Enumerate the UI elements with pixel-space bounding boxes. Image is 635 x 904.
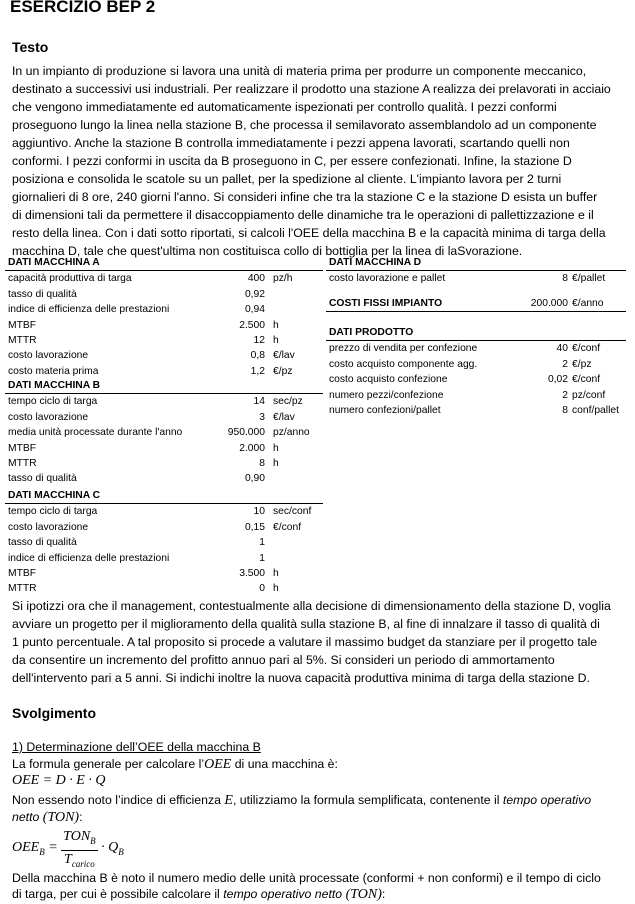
final-line-2: di targa, per cui è possibile calcolare il tempo operativo netto (TON): bbox=[12, 887, 386, 902]
testo-line: macchina D, tale che quest'ultima non costituisca collo di bottiglia per la linea di laSvorazione. bbox=[12, 244, 523, 258]
efficiency-line-1: Non essendo noto l’indice di efficienza E, utilizziamo la formula semplificata, contenente il tempo operativo bbox=[12, 793, 592, 808]
machine-d-header: DATI MACCHINA D bbox=[326, 255, 626, 271]
extra-line: Si ipotizzi ora che il management, contestualmente alla decisione di dimensionamento della stazione D, voglia bbox=[12, 599, 611, 613]
testo-heading: Testo bbox=[12, 39, 49, 55]
formula-oee-b: $OEE_B$ = $\frac{TON_B}{T_{carico}}$ · $Q_B$ bbox=[12, 828, 124, 873]
efficiency-line-2: netto (TON): bbox=[12, 810, 83, 825]
table-row: costo lavorazione e pallet 8 €/pallet bbox=[329, 273, 606, 285]
machine-c-header: DATI MACCHINA C bbox=[5, 488, 323, 504]
product-header: DATI PRODOTTO bbox=[326, 325, 626, 341]
testo-line: proseguono lungo la linea nella stazione B, che processa il semilavorato assemblandolo ad un componente bbox=[12, 118, 597, 132]
table-row: tempo ciclo di targa 10 sec/conf bbox=[8, 506, 312, 518]
extra-line: dell'intervento pari a 5 anni. Si indichi inoltre la nuova capacità produttiva minima di targa della stazione D. bbox=[12, 671, 590, 685]
table-row: capacità produttiva di targa 400 pz/h bbox=[8, 273, 293, 285]
table-row: costo lavorazione 0,15 €/conf bbox=[8, 521, 302, 533]
fixed-costs-unit: €/anno bbox=[572, 298, 604, 309]
machine-d-table bbox=[326, 255, 626, 287]
table-row: tasso di qualità 0,92 bbox=[8, 288, 265, 300]
final-line-1: Della macchina B è noto il numero medio delle unità processate (conformi + non conformi) e il tempo di ciclo bbox=[12, 871, 601, 885]
fixed-costs-row bbox=[326, 296, 626, 312]
testo-line: conformi. I pezzi conformi in uscita da B proseguono in C, per essere confezionati. Infine, la stazione D bbox=[12, 154, 572, 168]
table-row: tasso di qualità 1 bbox=[8, 537, 265, 549]
table-row: MTTR 0 h bbox=[8, 583, 279, 595]
extra-line: 1 punto percentuale. A tal proposito si procede a valutare il massimo budget da stanziare per il progetto tale bbox=[12, 635, 598, 649]
machine-c-table bbox=[5, 488, 323, 597]
table-row: MTBF 2.500 h bbox=[8, 319, 279, 331]
table-row: MTTR 12 h bbox=[8, 334, 279, 346]
machine-a-table bbox=[5, 255, 323, 379]
formula-general: OEE = D · E · Q bbox=[12, 773, 106, 788]
testo-line: posiziona e consolida le scatole su un pallet, per la spedizione al cliente. L'impianto lavora per 2 turni bbox=[12, 172, 562, 186]
product-table bbox=[326, 325, 626, 418]
fraction: $\frac{TON_B}{T_{carico}}$ bbox=[63, 829, 96, 869]
fixed-costs-value: 200.000 bbox=[530, 298, 568, 309]
svolgimento-heading: Svolgimento bbox=[12, 705, 97, 721]
testo-line: giornalieri di 8 ore, 240 giorni l'anno. Si consideri infine che tra la stazione C e la stazione D esista un buffer bbox=[12, 190, 598, 204]
table-row: costo lavorazione 3 €/lav bbox=[8, 411, 295, 423]
section1-title: 1) Determinazione dell’OEE della macchina B bbox=[12, 740, 261, 754]
testo-paragraph bbox=[12, 62, 620, 260]
machine-b-header: DATI MACCHINA B bbox=[5, 378, 323, 394]
extra-paragraph bbox=[12, 597, 620, 687]
testo-line: resto della linea. Con i dati sotto riportati, si calcoli l'OEE della macchina B e la capacità minima di targa della bbox=[12, 226, 606, 240]
fixed-costs-table bbox=[326, 296, 626, 312]
table-row: costo materia prima 1,2 €/pz bbox=[8, 365, 293, 377]
testo-line: In un impianto di produzione si lavora una unità di materia prima per produrre un componente meccanico, bbox=[12, 64, 587, 78]
table-row: numero confezioni/pallet 8 conf/pallet bbox=[329, 404, 619, 416]
machine-b-table bbox=[5, 378, 323, 487]
formula-intro: La formula generale per calcolare l’OEE di una macchina è: bbox=[12, 757, 338, 772]
testo-line: che vengono immediatamente ed automaticamente ispezionati per controllo qualità. I pezzi conformi bbox=[12, 100, 557, 114]
table-row: tasso di qualità 0,90 bbox=[8, 473, 265, 485]
testo-line: di dimensioni tali da permettere il disaccoppiamento delle dinamiche tra le operazioni di pallettizzazione e il bbox=[12, 208, 594, 222]
table-row: MTTR 8 h bbox=[8, 457, 279, 469]
table-row: indice di efficienza delle prestazioni 1 bbox=[8, 552, 265, 564]
table-row: tempo ciclo di targa 14 sec/pz bbox=[8, 396, 303, 408]
fixed-costs-header: COSTI FISSI IMPIANTO bbox=[329, 298, 443, 309]
oee-symbol: OEE bbox=[204, 757, 232, 772]
table-row: prezzo di vendita per confezione 40 €/conf bbox=[329, 343, 601, 355]
extra-line: da consentire un incremento del profitto annuo pari al 5%. Si consideri un periodo di ammortamento bbox=[12, 653, 555, 667]
machine-a-header: DATI MACCHINA A bbox=[5, 255, 323, 271]
table-row: costo lavorazione 0,8 €/lav bbox=[8, 350, 295, 362]
testo-line: destinato a successivi usi industriali. Per realizzare il prodotto una stazione A realizza dei prelavorati in acciaio bbox=[12, 82, 611, 96]
table-row: costo acquisto componente agg. 2 €/pz bbox=[329, 358, 592, 370]
table-row: indice di efficienza delle prestazioni 0,94 bbox=[8, 304, 265, 316]
table-row: costo acquisto confezione 0,02 €/conf bbox=[329, 374, 601, 386]
table-row: media unità processate durante l'anno 950.000 pz/anno bbox=[8, 427, 310, 439]
exercise-title: ESERCIZIO BEP 2 bbox=[10, 0, 156, 16]
table-row: MTBF 3.500 h bbox=[8, 567, 279, 579]
table-row: numero pezzi/confezione 2 pz/conf bbox=[329, 389, 606, 401]
extra-line: avviare un progetto per il miglioramento della qualità sulla stazione B, al fine di innalzare il tasso di qualità di bbox=[12, 617, 600, 631]
table-row: MTBF 2.000 h bbox=[8, 442, 279, 454]
testo-line: aggiuntivo. Anche la stazione B controlla immediatamente i pezzi appena lavorati, scartando quelli non bbox=[12, 136, 570, 150]
